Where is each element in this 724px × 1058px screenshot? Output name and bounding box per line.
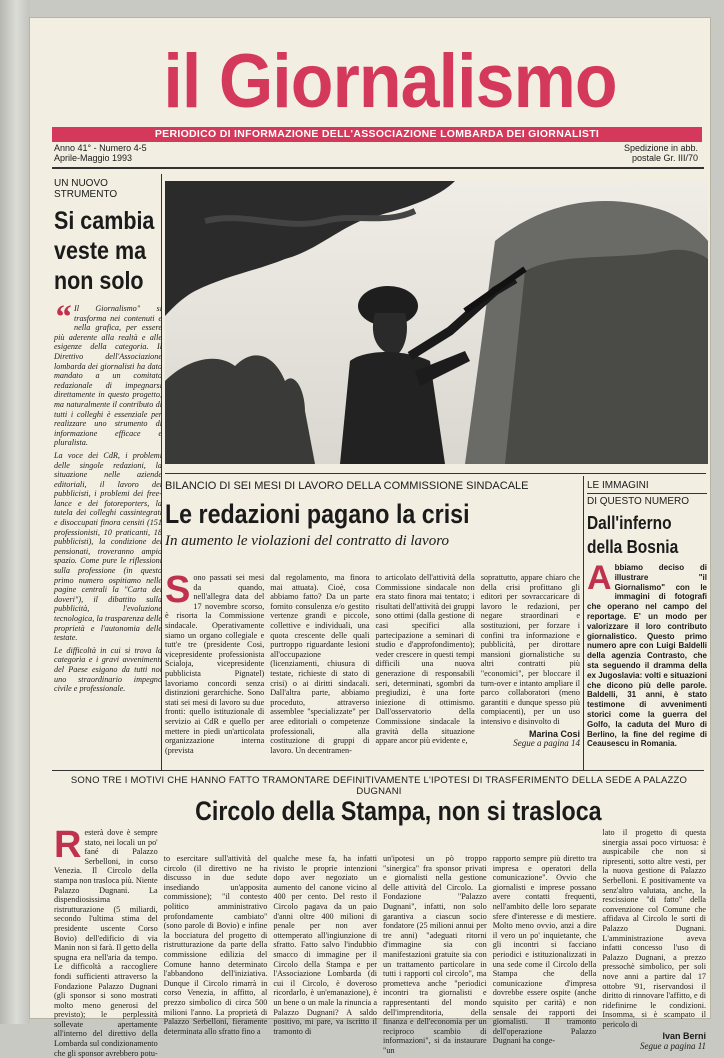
right-body-text: bbiamo deciso di illustrare "il Giornalismo" con le immagini di fotografi che operano nel campo del reportage. E' un modo per valorizzare il loro contributo giornalistico. Questo primo numero apre con Luigi Baldelli della agenzia Contrasto, che sta seguendo il dramma della ex Jugoslavia: volti e situazioni che dicono più delle parole. Baldelli, 31 anni, è stato testimone di avvenimenti storici come la guerra del Golfo, la caduta del Muro di Berlino, la fine del regime di Ceausescu in Romania. [587,563,707,749]
right-kicker-line-1: LE IMMAGINI [587,480,649,491]
main-article-kicker: BILANCIO DI SEI MESI DI LAVORO DELLA COMMISSIONE SINDACALE [165,480,529,492]
right-article-title [587,511,690,559]
newspaper-page [30,18,710,1058]
main-article-continues: Segue a pagina 14 [513,738,580,749]
bottom-col-1 [54,824,158,1058]
right-article-body [587,559,707,749]
main-article-header [165,480,580,550]
bottom-section-rule [52,770,704,771]
bottom-col-3: qualche mese fa, ha infatti rivisto le proprie intenzioni dopo aver negoziato un aumento del canone vicino al 400 per cento. Del resto il Circolo pagava da un paio d'anni oltre 400 milioni di penale per non aver ottemperato all'ingiunzione di sfratto. Fatto salvo l'indubbio smacco di immagine per il Circolo della Stampa e per l'Associazione Lombarda (di cui il Circolo, è doveroso ricordarlo, è un'emanazione), è un bene o un male la rinuncia a Palazzo Dugnani? A saldo positivo, mi pare, va iscritto il tramonto di [273,854,378,1036]
issue-date: Aprile-Maggio 1993 [54,153,133,163]
left-title-line-2: veste ma [54,237,147,265]
left-article-body [54,299,162,694]
right-title-line-1: Dall'inferno [587,513,672,533]
left-article-p2: La voce dei CdR, i problemi delle singole redazioni, la situazione nelle aziende editoriali, il lavoro dei pubblicisti, i problemi dei free-lance e dei fotoreporters, la tutela dei colleghi cassintegrati e disoccupati finora censiti (151 professionisti, 10 praticanti, 18 pubblicisti), la condizione dei pensionati, troveranno ampio spazio. Come pure le riflessioni sulla professione (in questo primo numero ospitiamo nelle pagine centrali la "Carta dei doveri"), il dibattito sulla pubblicità, l'evoluzione tecnologica, la trasparenza delle proprietà e l'autonomia delle testate. [54,450,162,643]
bottom-article-title: Circolo della Stampa, non si trasloca [195,796,602,826]
left-title-line-3: non solo [54,267,144,295]
bottom-col-1-text: esterà dove è sempre stato, nei locali un po' fané di Palazzo Serbelloni, in corso Venezia. Il Circolo della stampa non trasloca più. Niente Palazzo Dugnani. La dispendiosissima ristrutturazione (5 miliardi, secondo l'ultima stima del presidente uscente Corso Bovio) dell'edificio di via Manin non si farà. Il getto della spugna era nell'aria da tempo. Le difficoltà a raccogliere fondi sufficienti attraverso la Fondazione Palazzo Dugnani (gli sponsor si sono mostrati molto meno generosi del previsto); le perplessità sollevate apertamente all'interno del direttivo della Lombarda sul condizionamento che gli sponsor avrebbero potu- [54,828,158,1058]
bottom-article-signature: Ivan Berni [662,1031,707,1042]
bottom-article-body [54,824,707,1058]
left-article-p1: Il Giornalismo" si trasforma nei contenuti e nella grafica, per essere più aderente alla realtà e alle esigenze della categoria. Il Direttivo dell'Associazione lombarda dei giornalisti ha dato mandato a un comitato redazionale di impegnarsi direttamente in questo progetto, ma naturalmente il contributo di tutti i colleghi è essenziale per realizzare uno strumento di informazione efficace e pluralista. [54,304,162,448]
main-article-col-1 [165,569,265,755]
scanner-spine [0,0,30,1024]
left-article-kicker: UN NUOVO STRUMENTO [54,178,118,200]
main-article-subtitle: In aumento le violazioni del contratto di lavoro [165,533,449,549]
postal-info [624,143,698,163]
bottom-col-6-text: lato il progetto di questa sinergia assai poco virtuosa: è auspicabile che non si ripresenti, sotto altre vesti, per la nuova gestione di Palazzo Serbelloni. E positivamente va senz'altro valutata, anche, la rescissione "di fatto" della convenzione col Comune che affidava al Circolo le sorti di Palazzo Dugnani. L'amministrazione aveva infatti concesso l'uso di Palazzo Dugnani, a prezzo pressochè simbolico, per soli nove anni a partire dal 17 ottobre '91, riservandosi il diritto di rinnovare l'affitto, e di ridefinirne le condizioni. Insomma, si è scampato il pericolo di [602,828,707,1029]
dropcap-a: A [587,559,612,597]
right-article [587,480,707,749]
bottom-col-6 [602,828,707,1052]
left-article [54,178,162,694]
right-kicker-line-2: DI QUESTO NUMERO [587,493,707,507]
main-col-1-text: ono passati sei mesi da quando, nell'allegra data del 17 novembre scorso, è risorta la Commissione sindacale. Operativamente siamo un organo collegiale e tutt'e tre (presidente Cosi, vicepresidente professionista Scialoja, vicepresidente pubblicista Pignatel) lavoriamo concordi senza distinzioni gerarchiche. Sono stati sei mesi di lavoro su due fronti: quello istituzionale di servizio ai CdR e quello per mettere in piedi un'articolata organizzazione interna (prevista [165,573,265,755]
postal-line-1: Spedizione in abb. [623,143,698,153]
soldier-photo-icon [165,181,708,464]
right-column-divider [583,476,584,770]
bottom-article-continues: Segue a pagina 11 [639,1041,707,1052]
dropcap-r: R [54,824,82,866]
main-article-col-4 [481,573,580,755]
left-article-title [54,206,155,296]
main-article-body [165,569,580,755]
masthead-title: il Giornalismo [163,39,617,124]
header-rule [52,167,704,169]
main-col-4-text: soprattutto, appare chiaro che della crisi profittano gli editori per sovraccaricare di lavoro le redazioni, per negare straordinari e sostituzioni, per forzare i confini tra informazione e pubblicità, per dirottare mansioni giornalistiche su altri contratti più "economici", per bloccare il turn-over e intanto ampliare il parco collaboratori (meno garantiti e dunque spesso più compiacenti), per un uso intensivo e disinvolto di [480,573,580,726]
bottom-col-5: rapporto sempre più diretto tra impresa e operatori della comunicazione". Ovvio che giornalisti e imprese possano avere contatti frequenti, nell'ambito delle loro separate sfere d'interesse e di mestiere. Molto meno ovvio, anzi a dire il vero un po' inquietante, che gli incontri si facciano periodici e istituzionalizzati in una sede come il Circolo della Stampa che della comunicazione d'impresa dovrebbe essere ospite (anche squisito per carità) e non sensale dei rapporti dei giornalisti. Il tramonto dell'operazione Palazzo Dugnani ha conge- [492,854,597,1046]
right-title-line-2: della Bosnia [587,537,679,557]
postal-line-2: postale Gr. III/70 [631,153,698,163]
main-article-col-3: to articolato dell'attività della Commissione sindacale non era stato finora mai tentato; i risultati dell'attività dei gruppi sono ottimi (dalla gestione di casi specifici alla partecipazione a seminari di studio e d'approfondimento); veder crescere in questi tempi difficili una nuova generazione di responsabili seri, determinati, sgombri da pregiudizi, è una forte iniezione di ottimismo. Dall'osservatorio della Commissione sindacale la gravità della situazione appare ancor più evidente e, [375,573,475,746]
main-article-signature: Marina Cosi [528,728,580,739]
photo-bottom-rule [165,473,706,474]
issue-number: Anno 41° - Numero 4-5 [54,143,147,153]
main-article-col-2: dal regolamento, ma finora mai attuata). Cioè, cosa abbiamo fatto? Da un parte fornito consulenza e/o gestito vertenze grandi e piccole, collettive e individuali, una quota crescente delle quali purtroppo riguardante lesioni all'occupazione (licenziamenti, chiusura di testate, richieste di stato di crisi) o ai diritti sindacali. Dall'altra parte, abbiamo proceduto, attraverso assemblee "specializzate" per aree editoriali o competenze professionali, alla costituzione di gruppi di lavoro. Un decentramen- [270,573,370,755]
bottom-col-2: to esercitare sull'attività del circolo (il direttivo ne ha discusso in due sedute insediando un'apposita commissione); "il contesto politico amministrativo profondamente cambiato" (sono parole di Bovio) e infine la bocciatura del progetto di ristrutturazione da parte della commissione edilizia del Comune hanno determinato l'abbandono dell'iniziativa. Dunque il Circolo rimarrà in corso Venezia, in affitto, al prezzo simbolico di circa 500 milioni l'anno. La proprietà di Palazzo Serbelloni, fieramente determinata allo sfratto fino a [163,854,268,1036]
issue-info [54,143,147,163]
dropcap-s: S [165,569,191,611]
bottom-col-4: un'ipotesi un pò troppo "sinergica" fra sponsor privati e giornalisti nella gestione delle attività del Circolo. La Fondazione "Palazzo Dugnani", infatti, non solo garantiva a ciascun socio fondatore (25 milioni annui per tre anni) "adeguati ritorni d'immagine sia con manifestazioni gratuite sia con un trattamento particolare in tutti i rapporti col circolo", ma prometteva anche "periodici incontri tra giornalisti e rappresentanti del mondo dell'imprenditoria, della finanza e dell'economia per un reciproco scambio di informazioni", si da instaurare "un [383,854,487,1055]
main-article-title: Le redazioni pagano la crisi [165,499,470,529]
masthead-subtitle-bar: PERIODICO DI INFORMAZIONE DELL'ASSOCIAZIONE LOMBARDA DEI GIORNALISTI [52,127,702,142]
photo-graphic [165,181,708,464]
opening-quote-icon: “ [54,299,71,336]
left-title-line-1: Si cambia [54,207,155,235]
left-article-p3: Le difficoltà in cui si trova la categoria e i gravi avvenimenti del Paese esigono da tutti noi uno straordinario impegno civile e professionale. [54,645,162,694]
bottom-article-kicker: SONO TRE I MOTIVI CHE HANNO FATTO TRAMONTARE DEFINITIVAMENTE L'IPOTESI DI TRASFERIMENTO DELLA SEDE A PALAZZO DUGNANI [70,775,688,797]
